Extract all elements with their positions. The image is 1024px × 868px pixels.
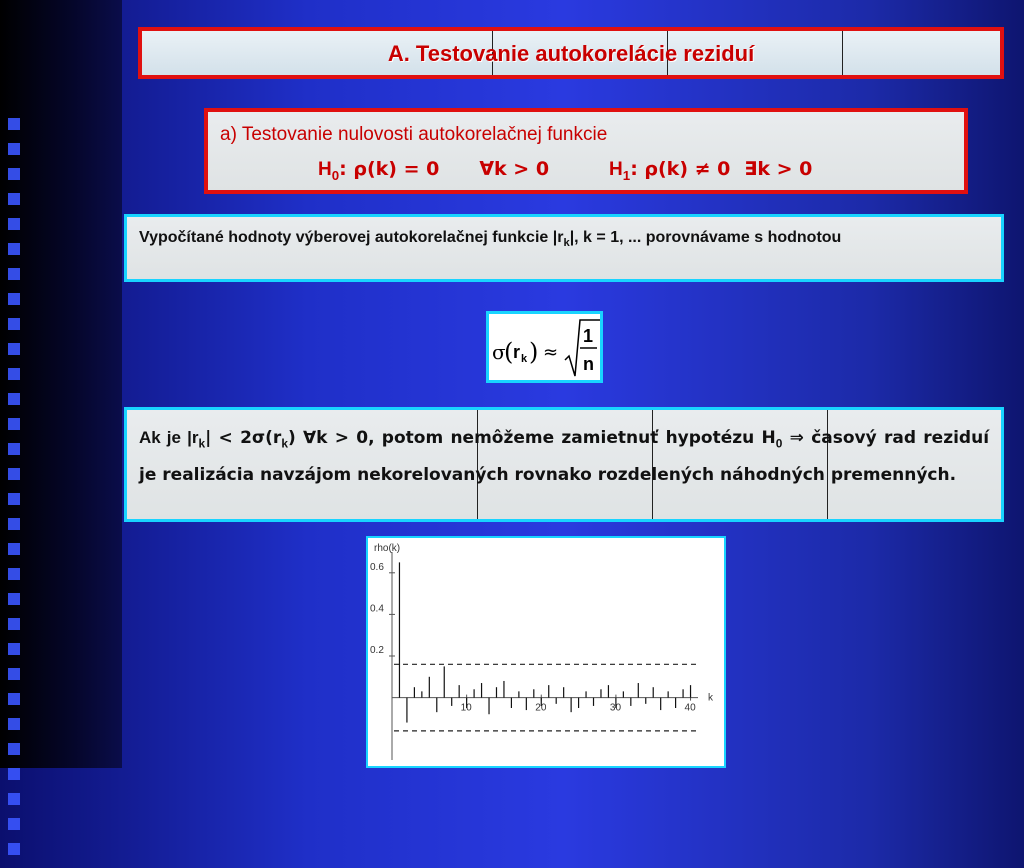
decorative-square xyxy=(8,593,20,605)
x-tick-label: 10 xyxy=(460,702,472,714)
decorative-square xyxy=(8,543,20,555)
decorative-square xyxy=(8,468,20,480)
h1-label: $H_1$ xyxy=(609,159,631,183)
svg-text:(: ( xyxy=(504,338,514,366)
svg-text:r: r xyxy=(513,342,521,362)
hypothesis-formula xyxy=(318,158,812,183)
decorative-square xyxy=(8,743,20,755)
decorative-square xyxy=(8,318,20,330)
decorative-square xyxy=(8,843,20,855)
slide-title: A. Testovanie autokorelácie reziduí xyxy=(387,41,755,66)
decorative-squares xyxy=(8,118,42,868)
correlogram-svg xyxy=(368,538,724,766)
h0-expression: : ρ(k) = 0 xyxy=(339,158,440,180)
decorative-square xyxy=(8,643,20,655)
decorative-square xyxy=(8,368,20,380)
x-axis-label: k xyxy=(708,692,713,704)
h0-label: $H_0$ xyxy=(318,159,340,183)
svg-text:k: k xyxy=(521,353,528,365)
explanation-box xyxy=(124,214,1004,282)
decorative-square xyxy=(8,343,20,355)
h0-condition: ∀k > 0 xyxy=(479,158,550,180)
sigma-formula-box xyxy=(486,311,603,383)
decorative-square xyxy=(8,818,20,830)
x-tick-label: 40 xyxy=(684,702,696,714)
svg-text:): ) xyxy=(529,338,539,366)
x-tick-label: 30 xyxy=(609,702,622,714)
conclusion-box xyxy=(124,407,1004,522)
svg-text:n: n xyxy=(583,354,594,374)
decorative-square xyxy=(8,768,20,780)
y-axis-label: rho(k) xyxy=(374,543,401,554)
decorative-square xyxy=(8,718,20,730)
decorative-square xyxy=(8,568,20,580)
y-tick-label: 0.6 xyxy=(370,561,384,573)
decorative-square xyxy=(8,443,20,455)
y-tick-label: 0.4 xyxy=(370,603,384,615)
svg-text:≈: ≈ xyxy=(543,342,559,363)
autocorrelation-chart xyxy=(366,536,726,768)
decorative-square xyxy=(8,293,20,305)
h1-expression: : ρ(k) ≠ 0 xyxy=(630,158,731,180)
sigma-formula xyxy=(489,314,600,380)
decorative-square xyxy=(8,618,20,630)
decorative-square xyxy=(8,793,20,805)
decorative-square xyxy=(8,393,20,405)
hypothesis-heading: a) Testovanie nulovosti autokorelačnej funkcie xyxy=(220,124,608,145)
decorative-square xyxy=(8,268,20,280)
decorative-square xyxy=(8,518,20,530)
decorative-square xyxy=(8,693,20,705)
svg-text:σ: σ xyxy=(492,340,506,364)
decorative-square xyxy=(8,143,20,155)
svg-text:1: 1 xyxy=(583,326,594,346)
decorative-square xyxy=(8,493,20,505)
y-tick-label: 0.2 xyxy=(370,645,384,656)
hypothesis-box xyxy=(204,108,968,194)
decorative-square xyxy=(8,193,20,205)
left-decorative-strip xyxy=(0,0,122,768)
decorative-square xyxy=(8,418,20,430)
decorative-square xyxy=(8,118,20,130)
decorative-square xyxy=(8,243,20,255)
decorative-square xyxy=(8,668,20,680)
explanation-text: Vypočítané hodnoty výberovej autokorelačnej funkcie $|r_k|$, k = 1, ... porovnávame s hodnotou xyxy=(139,229,842,250)
slide-title-box xyxy=(138,27,1004,79)
h1-condition: ∃k > 0 xyxy=(744,158,813,180)
conclusion-text: Ak je $|r_k| < 2\sigma(r_k)$ ∀k > 0, potom nemôžeme zamietnuť hypotézu $H_0$ ⇒ časový rad reziduí je realizácia navzájom nekorelovaných rovnako rozdelených náhodných premenných. xyxy=(139,428,990,486)
x-tick-label: 20 xyxy=(535,702,547,714)
decorative-square xyxy=(8,168,20,180)
decorative-square xyxy=(8,218,20,230)
